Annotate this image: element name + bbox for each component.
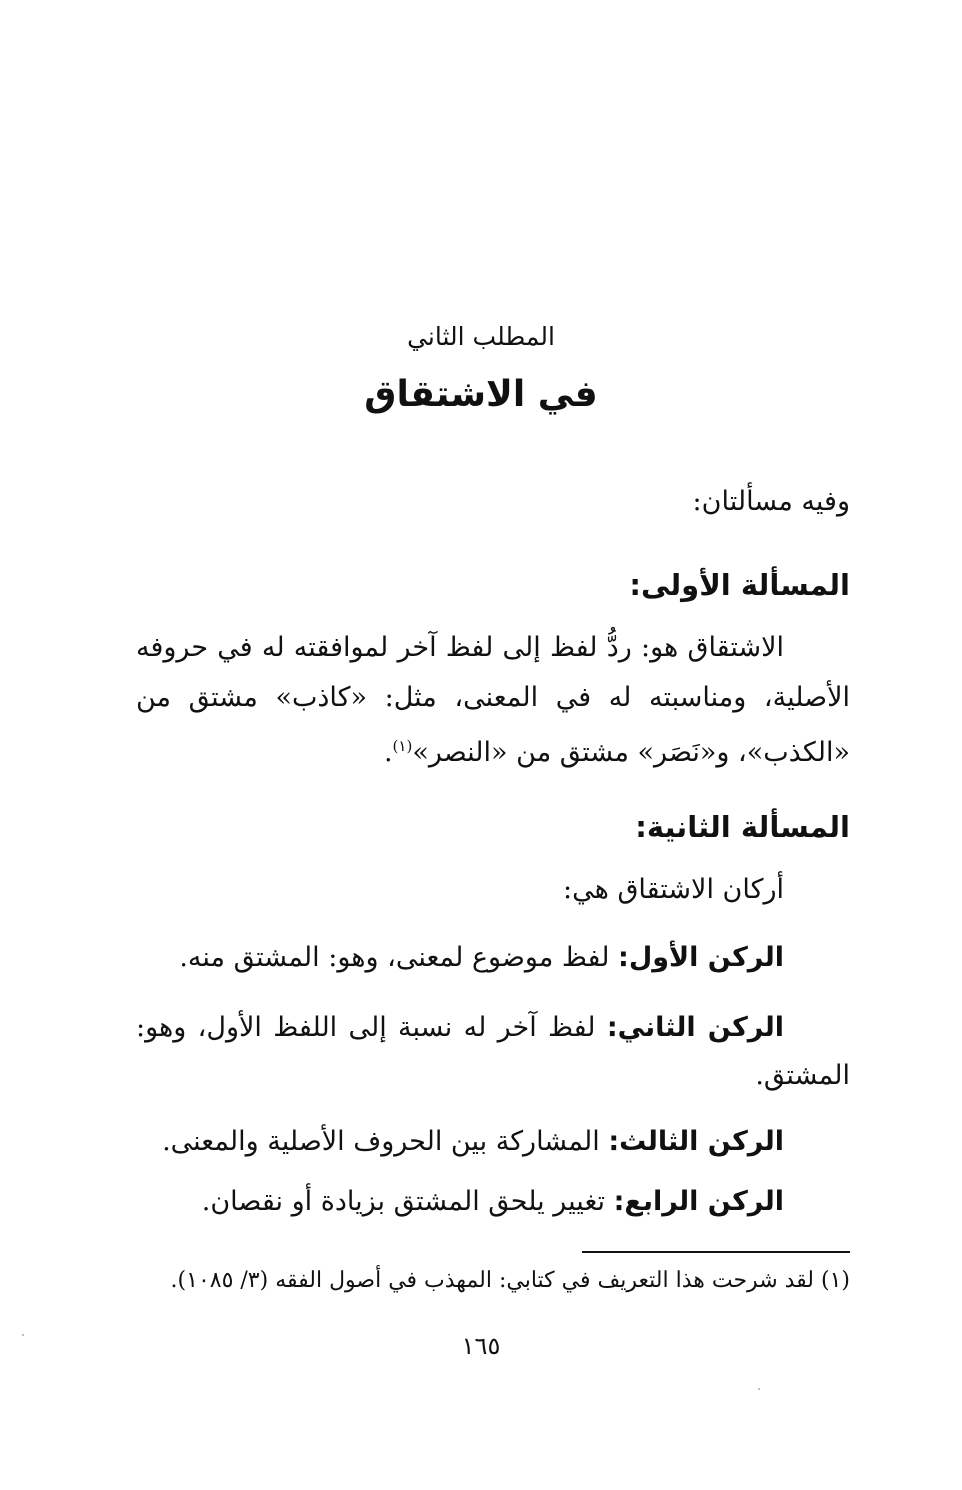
footnote-separator [582, 1251, 850, 1253]
pillar-4-text: تغيير يلحق المشتق بزيادة أو نقصان. [201, 1186, 614, 1217]
pillar-1 [179, 938, 784, 978]
issue-one-line-3-text: «الكذب»، و«نَصَر» مشتق من «النصر» [412, 737, 850, 768]
issue-one-line-2: الأصلية، ومناسبته له في المعنى، مثل: «كاذب» مشتق من [136, 682, 850, 713]
pillar-4-label: الركن الرابع: [613, 1186, 784, 1217]
footnote: (١) لقد شرحت هذا التعريف في كتابي: المهذب في أصول الفقه (٣/ ١٠٨٥). [170, 1268, 850, 1293]
pillar-1-label: الركن الأول: [618, 942, 784, 973]
issue-two-title: المسألة الثانية: [635, 810, 850, 844]
issue-one-end-mark: . [383, 737, 393, 768]
pillar-2-continuation: المشتق. [755, 1060, 850, 1091]
pillar-3-text: المشاركة بين الحروف الأصلية والمعنى. [162, 1126, 609, 1157]
pillar-2 [136, 1008, 784, 1048]
pillar-1-text: لفظ موضوع لمعنى، وهو: المشتق منه. [179, 942, 619, 973]
footnote-reference: (١) [392, 737, 413, 755]
intro-text: وفيه مسألتان: [692, 486, 850, 517]
issue-one-line-1: الاشتقاق هو: ردُّ لفظ إلى لفظ آخر لموافقته له في حروفه [136, 632, 784, 663]
scan-speck [22, 1334, 24, 1336]
pillar-4 [202, 1182, 784, 1222]
page-number: ١٦٥ [461, 1332, 501, 1360]
pillar-2-label: الركن الثاني: [606, 1012, 784, 1043]
section-subheading: المطلب الثاني [407, 322, 555, 351]
pillar-3 [162, 1122, 784, 1162]
issue-two-intro: أركان الاشتقاق هي: [563, 874, 784, 905]
scan-speck [758, 1388, 760, 1390]
pillar-3-label: الركن الثالث: [608, 1126, 784, 1157]
issue-one-line-3 [384, 726, 850, 773]
section-heading: في الاشتقاق [364, 374, 598, 415]
pillar-2-text: لفظ آخر له نسبة إلى اللفظ الأول، وهو: [136, 1012, 607, 1043]
issue-one-title: المسألة الأولى: [629, 568, 850, 602]
